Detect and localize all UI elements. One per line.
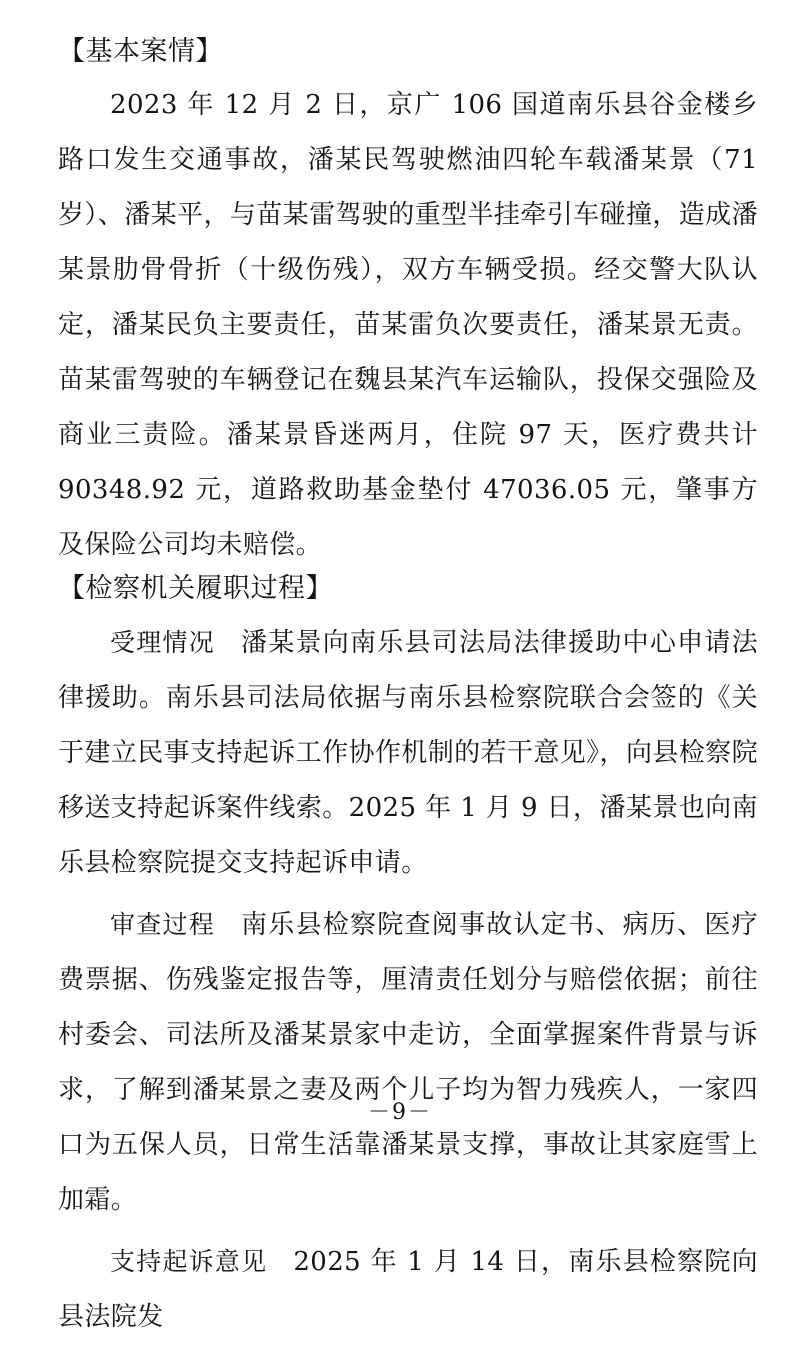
paragraph-basic-facts: 2023 年 12 月 2 日，京广 106 国道南乐县谷金楼乡路口发生交通事故，潘某民驾驶燃油四轮车载潘某景（71 岁）、潘某平，与苗某雷驾驶的重型半挂牵引车碰撞，造成潘某景肋骨骨折（十级伤残），双方车辆受损。经交警大队认定，潘某民负主要责任，苗某雷负次要责任，潘某景无责。苗某雷驾驶的车辆登记在魏县某汽车运输队，投保交强险及商业三责险。潘某景昏迷两月，住院 97 天，医疗费共计 90348.92 元，道路救助基金垫付 47036.05 元，肇事方及保险公司均未赔偿。 bbox=[58, 90, 758, 560]
run-in-label-review: 审查过程 bbox=[110, 910, 216, 939]
section-heading-procuratorate-process: 【检察机关履职过程】 bbox=[58, 573, 333, 604]
paragraph-acceptance-text: 潘某景向南乐县司法局法律援助中心申请法律援助。南乐县司法局依据与南乐县检察院联合会签的《关于建立民事支持起诉工作协作机制的若干意见》，向县检察院移送支持起诉案件线索。2025 年 1 月 9 日，潘某景也向南乐县检察院提交支持起诉申请。 bbox=[58, 628, 758, 878]
paragraph-acceptance bbox=[58, 615, 758, 891]
paragraph-support-opinion bbox=[58, 1234, 758, 1345]
page-number: －9－ bbox=[368, 1100, 432, 1125]
paragraph-review bbox=[58, 897, 758, 1228]
run-in-label-acceptance: 受理情况 bbox=[110, 628, 216, 657]
section-heading-basic-facts: 【基本案情】 bbox=[58, 36, 223, 67]
run-in-label-support-opinion: 支持起诉意见 bbox=[110, 1247, 268, 1276]
paragraph-review-text: 南乐县检察院查阅事故认定书、病历、医疗费票据、伤残鉴定报告等，厘清责任划分与赔偿依据；前往村委会、司法所及潘某景家中走访，全面掌握案件背景与诉求，了解到潘某景之妻及两个儿子均为智力残疾人，一家四口为五保人员，日常生活靠潘某景支撑，事故让其家庭雪上加霜。 bbox=[58, 910, 758, 1215]
paragraph-support-opinion-text: 2025 年 1 月 14 日，南乐县检察院向县法院发 bbox=[58, 1247, 758, 1332]
